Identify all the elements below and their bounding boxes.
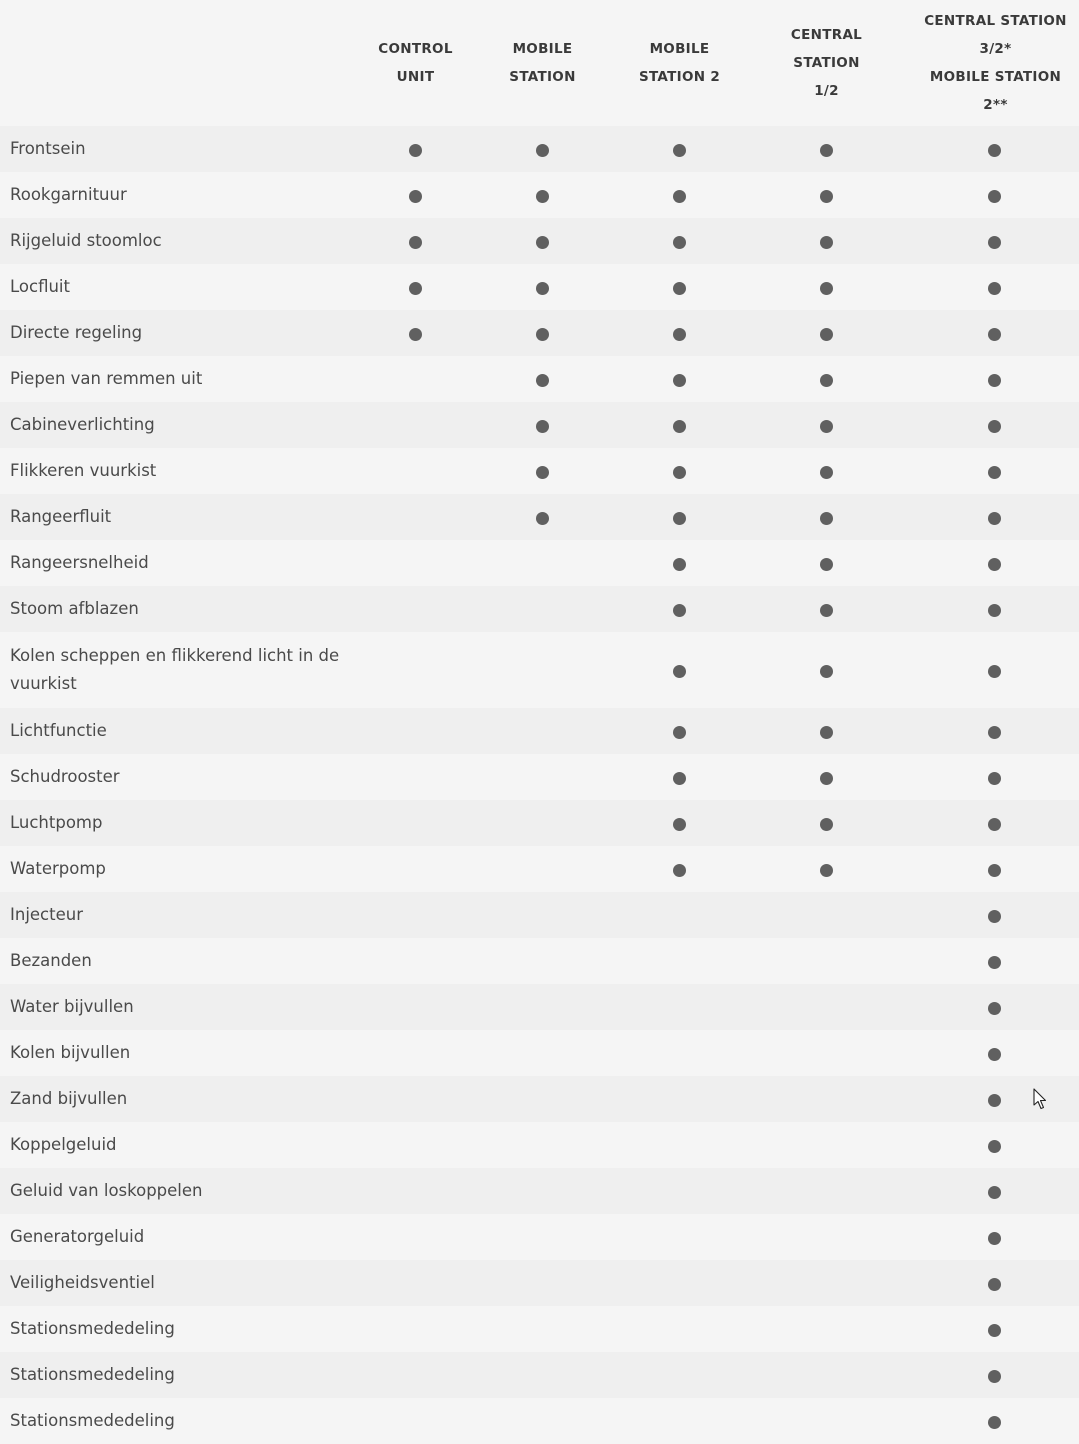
support-cell (910, 754, 1079, 800)
filled-dot-icon (673, 236, 686, 249)
table-row (0, 310, 1079, 356)
support-cell (753, 172, 910, 218)
filled-dot-icon (536, 282, 549, 295)
feature-name: Flikkeren vuurkist (10, 461, 157, 480)
support-cell (606, 1076, 753, 1122)
support-cell (479, 540, 606, 586)
support-cell (753, 1122, 910, 1168)
support-cell (352, 1076, 479, 1122)
support-cell (352, 586, 479, 632)
support-cell (352, 1122, 479, 1168)
filled-dot-icon (988, 1324, 1001, 1337)
support-cell (753, 1352, 910, 1398)
filled-dot-icon (536, 420, 549, 433)
filled-dot-icon (673, 328, 686, 341)
table-row (0, 984, 1079, 1030)
filled-dot-icon (820, 466, 833, 479)
header-line: MOBILE (512, 41, 573, 57)
support-cell (910, 846, 1079, 892)
support-cell (606, 310, 753, 356)
support-cell (479, 172, 606, 218)
header-control-unit (352, 0, 479, 126)
support-cell (479, 1398, 606, 1444)
support-cell (606, 356, 753, 402)
feature-name: Rangeerfluit (10, 507, 112, 526)
support-cell (606, 1260, 753, 1306)
filled-dot-icon (536, 374, 549, 387)
filled-dot-icon (988, 818, 1001, 831)
support-cell (910, 126, 1079, 172)
header-line: CENTRAL STATION (790, 27, 863, 71)
filled-dot-icon (409, 144, 422, 157)
filled-dot-icon (820, 190, 833, 203)
filled-dot-icon (820, 818, 833, 831)
support-cell (753, 1076, 910, 1122)
support-cell (753, 586, 910, 632)
filled-dot-icon (820, 420, 833, 433)
feature-name: Geluid van loskoppelen (10, 1181, 203, 1200)
filled-dot-icon (820, 282, 833, 295)
support-cell (606, 1398, 753, 1444)
filled-dot-icon (988, 604, 1001, 617)
filled-dot-icon (820, 864, 833, 877)
filled-dot-icon (988, 1278, 1001, 1291)
support-cell (479, 310, 606, 356)
filled-dot-icon (673, 282, 686, 295)
filled-dot-icon (988, 1370, 1001, 1383)
support-cell (352, 1260, 479, 1306)
filled-dot-icon (673, 604, 686, 617)
support-cell (352, 126, 479, 172)
filled-dot-icon (673, 190, 686, 203)
mouse-pointer-icon (1033, 1088, 1047, 1110)
table-row (0, 126, 1079, 172)
support-cell (753, 846, 910, 892)
support-cell (352, 494, 479, 540)
support-cell (606, 1168, 753, 1214)
support-cell (753, 356, 910, 402)
filled-dot-icon (988, 558, 1001, 571)
filled-dot-icon (820, 512, 833, 525)
support-cell (606, 494, 753, 540)
support-cell (753, 448, 910, 494)
feature-name: Zand bijvullen (10, 1089, 128, 1108)
filled-dot-icon (988, 466, 1001, 479)
support-cell (352, 402, 479, 448)
support-cell (479, 708, 606, 754)
filled-dot-icon (536, 512, 549, 525)
table-row (0, 1352, 1079, 1398)
support-cell (753, 754, 910, 800)
filled-dot-icon (988, 236, 1001, 249)
filled-dot-icon (988, 1232, 1001, 1245)
filled-dot-icon (673, 144, 686, 157)
filled-dot-icon (820, 726, 833, 739)
header-line: STATION (509, 69, 576, 85)
feature-name: Generatorgeluid (10, 1227, 145, 1246)
support-cell (352, 800, 479, 846)
support-cell (479, 1122, 606, 1168)
support-cell (606, 172, 753, 218)
support-cell (352, 1352, 479, 1398)
support-cell (479, 800, 606, 846)
table-row (0, 172, 1079, 218)
header-mobile-station-2 (606, 0, 753, 126)
filled-dot-icon (536, 466, 549, 479)
filled-dot-icon (988, 1048, 1001, 1061)
support-cell (753, 800, 910, 846)
filled-dot-icon (673, 864, 686, 877)
feature-name: Stoom afblazen (10, 599, 139, 618)
feature-name: Stationsmededeling (10, 1365, 175, 1384)
support-cell (606, 1306, 753, 1352)
table-row (0, 1168, 1079, 1214)
filled-dot-icon (536, 190, 549, 203)
support-cell (910, 310, 1079, 356)
header-line: MOBILE (649, 41, 710, 57)
support-cell (910, 1398, 1079, 1444)
table-row (0, 938, 1079, 984)
support-cell (352, 310, 479, 356)
support-cell (479, 1076, 606, 1122)
table-row (0, 800, 1079, 846)
table-row (0, 540, 1079, 586)
support-cell (606, 1122, 753, 1168)
support-cell (479, 1306, 606, 1352)
filled-dot-icon (988, 1140, 1001, 1153)
support-cell (479, 1168, 606, 1214)
support-cell (753, 540, 910, 586)
filled-dot-icon (820, 328, 833, 341)
header-central-station-1-2 (753, 0, 910, 126)
support-cell (606, 984, 753, 1030)
support-cell (479, 754, 606, 800)
support-cell (753, 264, 910, 310)
filled-dot-icon (820, 604, 833, 617)
support-cell (753, 402, 910, 448)
filled-dot-icon (673, 665, 686, 678)
filled-dot-icon (673, 818, 686, 831)
support-cell (606, 1030, 753, 1076)
support-cell (753, 1398, 910, 1444)
support-cell (910, 264, 1079, 310)
header-line: 2** (983, 97, 1008, 113)
filled-dot-icon (820, 374, 833, 387)
filled-dot-icon (988, 1416, 1001, 1429)
filled-dot-icon (536, 328, 549, 341)
support-cell (352, 264, 479, 310)
support-cell (910, 494, 1079, 540)
support-cell (352, 172, 479, 218)
support-cell (910, 1168, 1079, 1214)
support-cell (753, 1214, 910, 1260)
filled-dot-icon (988, 512, 1001, 525)
feature-name: Injecteur (10, 905, 83, 924)
feature-name: Water bijvullen (10, 997, 134, 1016)
support-cell (910, 1306, 1079, 1352)
support-cell (479, 984, 606, 1030)
filled-dot-icon (673, 374, 686, 387)
table-row (0, 1398, 1079, 1444)
support-cell (479, 1352, 606, 1398)
filled-dot-icon (988, 190, 1001, 203)
support-cell (753, 938, 910, 984)
support-cell (606, 540, 753, 586)
support-cell (352, 1306, 479, 1352)
filled-dot-icon (409, 190, 422, 203)
feature-name: Bezanden (10, 951, 92, 970)
support-cell (606, 126, 753, 172)
support-cell (606, 632, 753, 708)
table-header (0, 0, 1079, 126)
table-row (0, 356, 1079, 402)
filled-dot-icon (988, 328, 1001, 341)
support-cell (479, 1030, 606, 1076)
feature-name: Stationsmededeling (10, 1319, 175, 1338)
filled-dot-icon (988, 956, 1001, 969)
header-line: UNIT (396, 69, 435, 85)
table-row (0, 1260, 1079, 1306)
feature-name: Schudrooster (10, 767, 120, 786)
support-cell (352, 356, 479, 402)
support-cell (606, 448, 753, 494)
support-cell (352, 846, 479, 892)
feature-name: Rookgarnituur (10, 185, 127, 204)
feature-name: Stationsmededeling (10, 1411, 175, 1430)
header-line: CONTROL (378, 41, 453, 57)
support-cell (753, 1030, 910, 1076)
support-cell (910, 586, 1079, 632)
support-cell (910, 540, 1079, 586)
table-row (0, 1214, 1079, 1260)
filled-dot-icon (988, 420, 1001, 433)
filled-dot-icon (988, 910, 1001, 923)
support-cell (606, 892, 753, 938)
support-cell (352, 1168, 479, 1214)
header-line: MOBILE STATION (929, 69, 1062, 85)
support-cell (910, 984, 1079, 1030)
support-cell (479, 218, 606, 264)
filled-dot-icon (988, 144, 1001, 157)
support-cell (606, 1214, 753, 1260)
support-cell (479, 632, 606, 708)
feature-name: Rijgeluid stoomloc (10, 231, 162, 250)
support-cell (606, 846, 753, 892)
table-row (0, 846, 1079, 892)
support-cell (910, 1122, 1079, 1168)
support-cell (479, 402, 606, 448)
filled-dot-icon (536, 144, 549, 157)
support-cell (753, 892, 910, 938)
support-cell (606, 402, 753, 448)
support-cell (606, 218, 753, 264)
filled-dot-icon (536, 236, 549, 249)
support-cell (479, 264, 606, 310)
feature-name: Kolen scheppen en flikkerend licht in de vuurkist (10, 646, 340, 693)
table-row (0, 402, 1079, 448)
table-row (0, 892, 1079, 938)
support-cell (910, 800, 1079, 846)
table-row (0, 264, 1079, 310)
support-cell (753, 708, 910, 754)
filled-dot-icon (820, 665, 833, 678)
feature-name: Frontsein (10, 139, 86, 158)
support-cell (753, 126, 910, 172)
support-cell (753, 632, 910, 708)
filled-dot-icon (673, 726, 686, 739)
feature-name: Koppelgeluid (10, 1135, 117, 1154)
support-cell (910, 1260, 1079, 1306)
support-cell (352, 540, 479, 586)
filled-dot-icon (988, 864, 1001, 877)
feature-name: Waterpomp (10, 859, 106, 878)
filled-dot-icon (988, 726, 1001, 739)
filled-dot-icon (988, 772, 1001, 785)
feature-name: Kolen bijvullen (10, 1043, 131, 1062)
filled-dot-icon (820, 558, 833, 571)
support-cell (479, 892, 606, 938)
support-cell (352, 708, 479, 754)
header-line: CENTRAL STATION (924, 13, 1067, 29)
filled-dot-icon (673, 466, 686, 479)
support-cell (753, 984, 910, 1030)
filled-dot-icon (409, 282, 422, 295)
filled-dot-icon (988, 1186, 1001, 1199)
support-cell (606, 1352, 753, 1398)
support-cell (479, 126, 606, 172)
support-cell (479, 448, 606, 494)
feature-name: Lichtfunctie (10, 721, 107, 740)
support-cell (352, 1398, 479, 1444)
support-cell (479, 846, 606, 892)
table-row (0, 708, 1079, 754)
feature-name: Locfluit (10, 277, 70, 296)
support-cell (753, 1260, 910, 1306)
support-cell (479, 938, 606, 984)
support-cell (479, 1260, 606, 1306)
filled-dot-icon (673, 420, 686, 433)
support-cell (910, 218, 1079, 264)
table-row (0, 586, 1079, 632)
support-cell (753, 1168, 910, 1214)
support-cell (910, 1076, 1079, 1122)
header-mobile-station (479, 0, 606, 126)
header-line: 1/2 (814, 83, 839, 99)
feature-name: Veiligheidsventiel (10, 1273, 155, 1292)
support-cell (606, 708, 753, 754)
filled-dot-icon (988, 665, 1001, 678)
filled-dot-icon (988, 1002, 1001, 1015)
feature-name: Cabineverlichting (10, 415, 155, 434)
support-cell (352, 754, 479, 800)
support-cell (753, 310, 910, 356)
support-cell (753, 218, 910, 264)
support-cell (910, 402, 1079, 448)
feature-name: Directe regeling (10, 323, 143, 342)
filled-dot-icon (988, 1094, 1001, 1107)
support-cell (352, 938, 479, 984)
support-cell (910, 356, 1079, 402)
support-cell (606, 586, 753, 632)
filled-dot-icon (409, 236, 422, 249)
filled-dot-icon (988, 282, 1001, 295)
support-cell (910, 1352, 1079, 1398)
filled-dot-icon (673, 558, 686, 571)
header-line: 3/2* (979, 41, 1012, 57)
support-cell (606, 800, 753, 846)
filled-dot-icon (673, 772, 686, 785)
table-row (0, 494, 1079, 540)
support-cell (910, 632, 1079, 708)
support-cell (479, 356, 606, 402)
support-cell (352, 892, 479, 938)
support-cell (753, 1306, 910, 1352)
table-row (0, 218, 1079, 264)
feature-name: Piepen van remmen uit (10, 369, 203, 388)
header-feature-column (0, 0, 352, 126)
support-cell (352, 448, 479, 494)
feature-name: Rangeersnelheid (10, 553, 149, 572)
support-cell (352, 218, 479, 264)
header-central-station-3-2-mobile-station-2 (910, 0, 1079, 126)
support-cell (910, 708, 1079, 754)
feature-name: Luchtpomp (10, 813, 103, 832)
support-cell (910, 1214, 1079, 1260)
table-row (0, 754, 1079, 800)
support-cell (352, 1214, 479, 1260)
table-row (0, 1030, 1079, 1076)
header-line: STATION 2 (638, 69, 721, 85)
table-row (0, 1122, 1079, 1168)
support-cell (606, 754, 753, 800)
support-cell (479, 494, 606, 540)
filled-dot-icon (988, 374, 1001, 387)
filled-dot-icon (409, 328, 422, 341)
support-cell (910, 938, 1079, 984)
support-cell (910, 448, 1079, 494)
filled-dot-icon (673, 512, 686, 525)
support-cell (479, 586, 606, 632)
table-body (0, 126, 1079, 1444)
table-row (0, 448, 1079, 494)
support-cell (352, 1030, 479, 1076)
support-cell (606, 938, 753, 984)
support-cell (479, 1214, 606, 1260)
support-cell (910, 1030, 1079, 1076)
support-cell (352, 984, 479, 1030)
support-cell (352, 632, 479, 708)
filled-dot-icon (820, 236, 833, 249)
support-cell (753, 494, 910, 540)
support-cell (606, 264, 753, 310)
support-cell (910, 172, 1079, 218)
filled-dot-icon (820, 144, 833, 157)
table-row (0, 1076, 1079, 1122)
table-row (0, 632, 1079, 708)
header-row (0, 0, 1079, 126)
table-row (0, 1306, 1079, 1352)
support-cell (910, 892, 1079, 938)
filled-dot-icon (820, 772, 833, 785)
